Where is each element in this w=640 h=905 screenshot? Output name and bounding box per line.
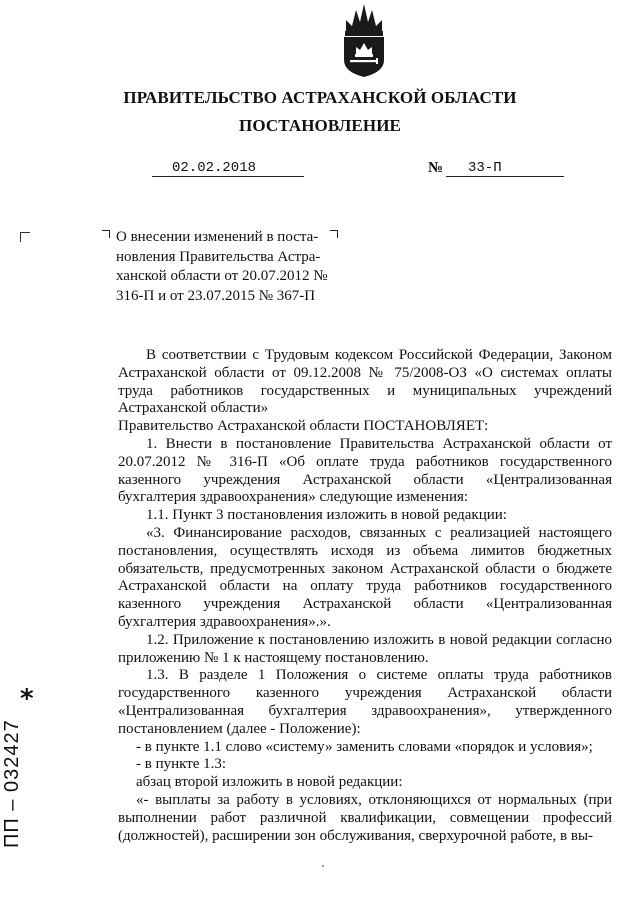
subject-line: новления Правительства Астра-	[116, 248, 321, 265]
document-body	[118, 347, 612, 845]
document-date: 02.02.2018	[172, 160, 257, 176]
paragraph-second-clause: абзац второй изложить в новой редакции:	[136, 774, 403, 791]
subject-line: 316-П и от 23.07.2015 № 367-П	[116, 288, 316, 305]
document-subject	[116, 228, 334, 307]
paragraph-quote-3: «3. Финансирование расходов, связанных с реализацией настоящего постановления, осуществлять исходя из объема лимитов бюджетных обязательств, предусмотренных законом Астраханской области о бюджете Астраханской области на оплату труда работников государственного казенного учреждения Астраханской области «Централизованная бухгалтерия здравоохранения».».	[118, 524, 612, 630]
subject-line: ханской области от 20.07.2012 №	[116, 268, 328, 285]
paragraph-resolves: Правительство Астраханской области ПОСТАНОВЛЯЕТ:	[118, 418, 489, 435]
subject-line: О внесении изменений в поста-	[116, 229, 319, 245]
government-title: ПРАВИТЕЛЬСТВО АСТРАХАНСКОЙ ОБЛАСТИ	[123, 88, 517, 107]
document-type-title: ПОСТАНОВЛЕНИЕ	[239, 116, 401, 135]
paragraph-item-1: 1. Внести в постановление Правительства Астраханской области от 20.07.2012 № 316-П «Об оплате труда работников государственного казенного учреждения Астраханской области «Централизованная бухгалтерия здравоохранения» следующие изменения:	[118, 435, 612, 506]
paragraph-quote-payments: «- выплаты за работу в условиях, отклоняющихся от нормальных (при выполнении работ различной квалификации, совмещении профессий (должностей), расширении зон обслуживания, сверхурочной работе, в вы-	[118, 791, 612, 844]
corner-mark	[20, 232, 30, 242]
stamp-serial-number: ПП – 032427	[1, 719, 23, 848]
paragraph-legal-basis: В соответствии с Трудовым кодексом Российской Федерации, Законом Астраханской области от 09.12.2008 № 75/2008-ОЗ «О системах оплаты труда работников государственных и муниципальных учреждений Астраханской области»	[118, 347, 612, 417]
number-sign: №	[428, 160, 444, 176]
paragraph-point-1-3: - в пункте 1.3:	[136, 756, 227, 773]
number-underline	[446, 176, 564, 177]
astrakhan-coat-of-arms-icon	[336, 2, 392, 78]
scan-speck	[322, 865, 324, 867]
stamp-star: *	[20, 684, 34, 714]
document-number: 33-П	[468, 160, 502, 176]
paragraph-item-1-3: 1.3. В разделе 1 Положения о системе оплаты труда работников государственного казенного учреждения Астраханской области «Централизованная бухгалтерия здравоохранения», утвержденного постановлением (далее - Положение):	[118, 667, 612, 737]
subject-corner-left	[102, 230, 110, 238]
date-underline	[152, 176, 304, 177]
paragraph-item-1-1: 1.1. Пункт 3 постановления изложить в новой редакции:	[146, 507, 507, 524]
paragraph-point-1-1: - в пункте 1.1 слово «систему» заменить словами «порядок и условия»;	[136, 738, 593, 755]
paragraph-item-1-2: 1.2. Приложение к постановлению изложить в новой редакции согласно приложению № 1 к настоящему постановлению.	[118, 631, 612, 666]
